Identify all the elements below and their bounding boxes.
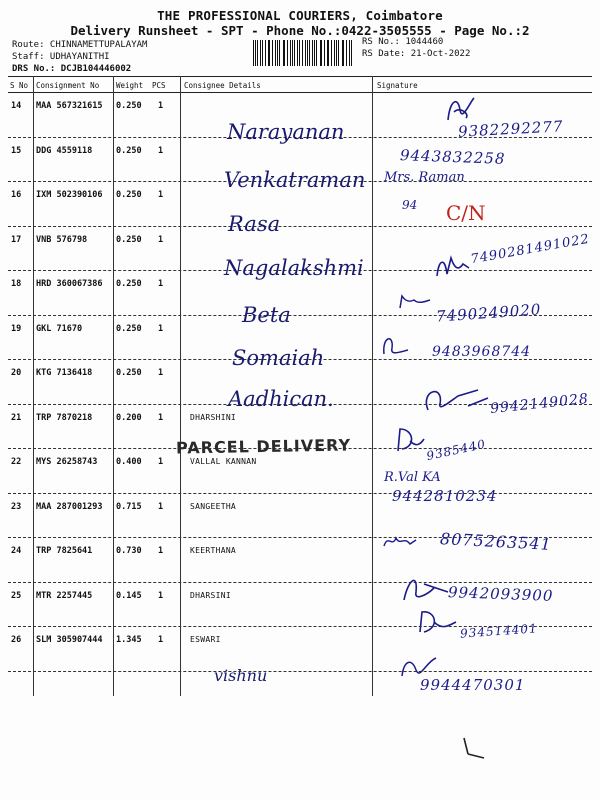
handwritten-name: Somaiah bbox=[232, 346, 325, 370]
row-sno: 22 bbox=[11, 457, 22, 467]
row-consignment: MAA 287001293 bbox=[36, 501, 103, 512]
row-sno: 18 bbox=[11, 279, 22, 289]
barcode-bar bbox=[321, 40, 322, 66]
col-header-consignee: Consignee Details bbox=[184, 81, 261, 90]
rs-number: RS No.: 1044460 bbox=[362, 37, 444, 47]
barcode-bar bbox=[253, 40, 254, 66]
row-sno: 26 bbox=[11, 635, 22, 645]
row-divider bbox=[8, 493, 592, 494]
row-weight: 0.250 bbox=[116, 279, 142, 289]
row-weight: 0.715 bbox=[116, 501, 142, 512]
row-weight: 0.200 bbox=[116, 412, 142, 423]
row-consignment: KTG 7136418 bbox=[36, 368, 93, 378]
barcode-bar bbox=[312, 40, 313, 66]
col-header-weight: Weight bbox=[116, 81, 144, 90]
barcode-bar bbox=[275, 40, 276, 66]
row-pcs: 1 bbox=[158, 101, 164, 111]
barcode-bar bbox=[262, 40, 263, 66]
row-consignment: MTR 2257445 bbox=[36, 590, 93, 601]
row-pcs: 1 bbox=[158, 412, 164, 423]
row-pcs: 1 bbox=[158, 457, 164, 467]
handwritten-name: Narayanan bbox=[227, 120, 345, 144]
handwritten-phone: 9382292277 bbox=[457, 117, 564, 141]
handwritten-phone: 9442810234 bbox=[392, 487, 498, 505]
col-header-consignment: Consignment No bbox=[36, 81, 100, 90]
staff-label: Staff: UDHAYANITHI bbox=[12, 52, 110, 62]
drs-number: DRS No.: DCJB104446002 bbox=[12, 64, 132, 74]
row-weight: 0.250 bbox=[116, 323, 142, 334]
row-pcs: 1 bbox=[158, 279, 164, 289]
row-pcs: 1 bbox=[158, 368, 164, 378]
handwritten-phone: 9944470301 bbox=[420, 676, 526, 694]
signature-text: R.Val KA bbox=[384, 470, 441, 485]
meta-right bbox=[362, 36, 470, 60]
row-pcs: 1 bbox=[158, 590, 164, 601]
runsheet-title: Delivery Runsheet - SPT - Phone No.:0422-3505555 - Page No.:2 bbox=[70, 23, 530, 38]
signature-scribble bbox=[392, 425, 428, 455]
row-consignee: DHARSHINI bbox=[190, 412, 237, 422]
header-bottom-rule bbox=[8, 92, 592, 93]
rs-date: RS Date: 21-Oct-2022 bbox=[362, 49, 471, 59]
barcode-bar bbox=[299, 40, 300, 66]
stray-mark bbox=[456, 734, 492, 762]
handwritten-name: Aadhican. bbox=[228, 387, 334, 411]
barcode-bar bbox=[294, 40, 295, 66]
row-consignee: VALLAL KANNAN bbox=[190, 457, 257, 466]
row-divider bbox=[8, 226, 592, 227]
handwritten-name: vishnu bbox=[214, 666, 268, 685]
route-label: Route: CHINNAMETTUPALAYAM bbox=[12, 40, 148, 50]
cn-mark: C/N bbox=[446, 201, 486, 225]
signature-text: Mrs. Raman bbox=[384, 170, 465, 185]
barcode-bar bbox=[287, 40, 288, 66]
signature-scribble bbox=[398, 570, 454, 606]
row-consignment: TRP 7825641 bbox=[36, 546, 93, 556]
table-top-rule bbox=[8, 76, 592, 77]
handwritten-name: Beta bbox=[242, 303, 291, 327]
barcode-bar bbox=[314, 40, 315, 66]
row-pcs: 1 bbox=[158, 190, 164, 200]
row-consignment: SLM 305907444 bbox=[36, 635, 103, 645]
row-weight: 0.250 bbox=[116, 145, 142, 156]
row-sno: 19 bbox=[11, 323, 22, 334]
row-sno: 16 bbox=[11, 190, 22, 200]
barcode-bar bbox=[260, 40, 261, 66]
col-divider bbox=[113, 76, 114, 696]
row-sno: 14 bbox=[11, 101, 22, 111]
handwritten-phone: 9483968744 bbox=[432, 344, 532, 360]
row-sno: 21 bbox=[11, 412, 22, 423]
row-pcs: 1 bbox=[158, 635, 164, 645]
row-pcs: 1 bbox=[158, 323, 164, 334]
row-consignee: DHARSINI bbox=[190, 590, 231, 600]
signature-text: 94 bbox=[402, 198, 418, 212]
row-sno: 20 bbox=[11, 368, 22, 378]
barcode bbox=[253, 40, 353, 66]
row-weight: 1.345 bbox=[116, 635, 142, 645]
row-consignee: SANGEETHA bbox=[190, 501, 237, 511]
row-consignment: DDG 4559118 bbox=[36, 145, 93, 156]
handwritten-phone: 9942093900 bbox=[447, 583, 554, 605]
row-weight: 0.250 bbox=[116, 190, 142, 200]
col-divider bbox=[180, 76, 181, 696]
barcode-bar bbox=[272, 40, 273, 66]
barcode-bar bbox=[302, 40, 303, 66]
barcode-bar bbox=[279, 40, 280, 66]
row-weight: 0.250 bbox=[116, 234, 142, 245]
row-weight: 0.250 bbox=[116, 101, 142, 111]
handwritten-phone: 934514401 bbox=[459, 621, 539, 641]
row-consignment: GKL 71670 bbox=[36, 323, 83, 334]
row-consignment: IXM 502390106 bbox=[36, 190, 103, 200]
company-title: THE PROFESSIONAL COURIERS, Coimbatore bbox=[157, 8, 443, 23]
signature-scribble bbox=[414, 608, 460, 638]
row-consignment: MYS 26258743 bbox=[36, 457, 98, 467]
signature-scribble bbox=[396, 292, 436, 312]
barcode-bar bbox=[336, 40, 337, 66]
handwritten-phone: 9443832258 bbox=[399, 146, 506, 168]
row-divider bbox=[8, 582, 592, 583]
col-header-sno: S No bbox=[10, 81, 29, 90]
row-pcs: 1 bbox=[158, 145, 164, 156]
row-pcs: 1 bbox=[158, 234, 164, 245]
handwritten-phone: 8075263541 bbox=[439, 529, 553, 554]
signature-scribble bbox=[378, 330, 414, 360]
col-divider bbox=[372, 76, 373, 696]
signature-scribble bbox=[396, 652, 442, 682]
row-sno: 23 bbox=[11, 501, 22, 512]
handwritten-name: Rasa bbox=[228, 212, 281, 236]
row-consignment: MAA 567321615 bbox=[36, 101, 103, 111]
col-header-signature: Signature bbox=[377, 81, 418, 90]
handwritten-phone: 7490249020 bbox=[435, 300, 542, 326]
row-consignment: HRD 360067386 bbox=[36, 279, 103, 289]
col-divider bbox=[33, 76, 34, 696]
barcode-bar bbox=[328, 40, 329, 66]
handwritten-phone: 9385440 bbox=[425, 436, 488, 464]
barcode-bar bbox=[338, 40, 339, 66]
row-sno: 25 bbox=[11, 590, 22, 601]
row-sno: 17 bbox=[11, 234, 22, 245]
row-consignment: TRP 7870218 bbox=[36, 412, 93, 423]
row-divider bbox=[8, 671, 592, 672]
row-consignee: ESWARI bbox=[190, 635, 221, 644]
row-consignment: VNB 576798 bbox=[36, 234, 88, 245]
col-header-pcs: PCS bbox=[152, 81, 166, 90]
row-pcs: 1 bbox=[158, 501, 164, 512]
meta-left bbox=[12, 39, 147, 75]
parcel-delivery-stamp: PARCEL DELIVERY bbox=[175, 435, 352, 458]
handwritten-name: Venkatraman bbox=[224, 168, 366, 192]
handwritten-name: Nagalakshmi bbox=[224, 256, 364, 280]
signature-scribble bbox=[433, 252, 473, 282]
row-weight: 0.400 bbox=[116, 457, 142, 467]
signature-scribble bbox=[380, 530, 420, 552]
row-weight: 0.145 bbox=[116, 590, 142, 601]
row-sno: 15 bbox=[11, 145, 22, 156]
row-weight: 0.250 bbox=[116, 368, 142, 378]
signature-scribble bbox=[440, 92, 480, 126]
row-consignee: KEERTHANA bbox=[190, 546, 237, 555]
barcode-bar bbox=[346, 40, 347, 66]
handwritten-phone: 9942149028 bbox=[489, 390, 590, 418]
signature-scribble bbox=[418, 380, 498, 416]
handwritten-phone: 7490281491022 bbox=[469, 231, 591, 268]
row-sno: 24 bbox=[11, 546, 22, 556]
row-pcs: 1 bbox=[158, 546, 164, 556]
row-weight: 0.730 bbox=[116, 546, 142, 556]
